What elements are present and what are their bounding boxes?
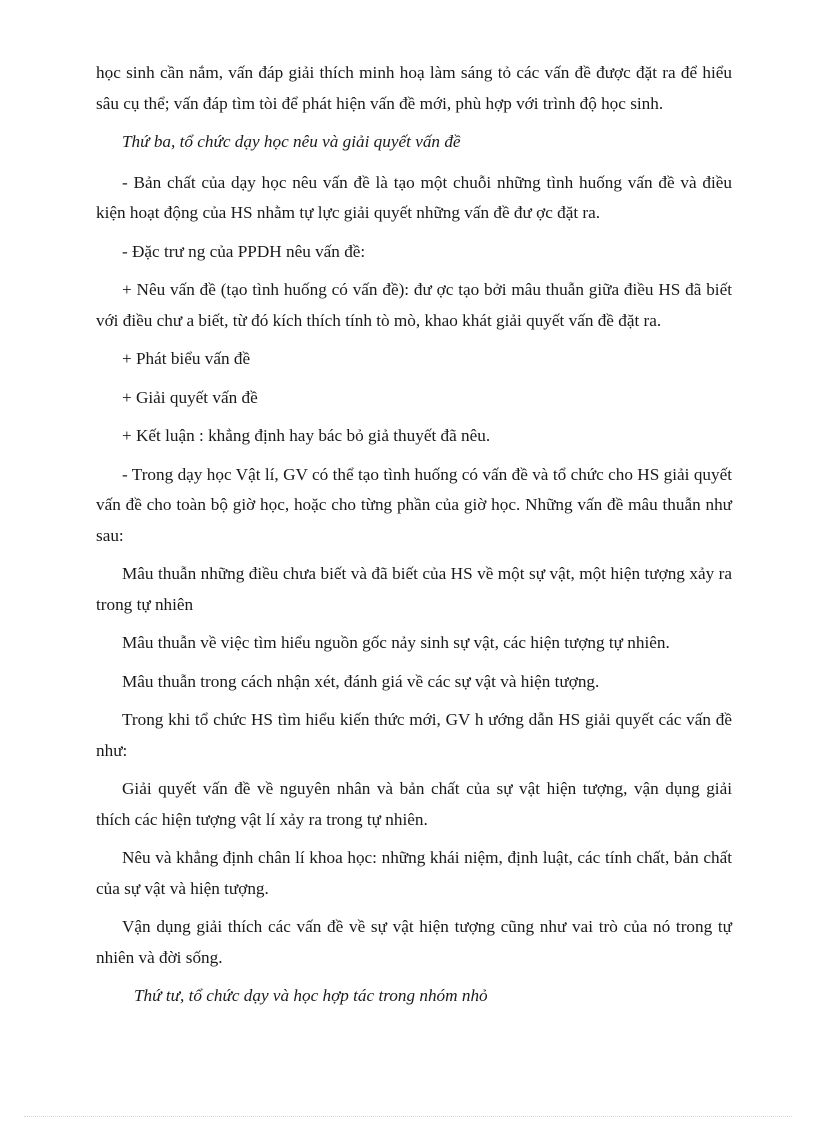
- paragraph-guiding-students: Trong khi tổ chức HS tìm hiểu kiến thức mới, GV h ướng dẫn HS giải quyết các vấn đề như:: [96, 710, 732, 760]
- paragraph-characteristics: - Đặc trư ng của PPDH nêu vấn đề:: [122, 241, 366, 261]
- section-heading-third: Thứ ba, tổ chức dạy học nêu và giải quyết vấn đề: [122, 132, 461, 151]
- paragraph-contradiction-known-unknown: Mâu thuẫn những điều chưa biết và đã biết của HS về một sự vật, một hiện tượng xảy ra trong tự nhiên: [96, 564, 732, 614]
- paragraph-physics-teaching: - Trong dạy học Vật lí, GV có thể tạo tình huống có vấn đề và tổ chức cho HS giải quyết vấn đề cho toàn bộ giờ học, hoặc cho từng phần của giờ học. Những vấn đề mâu thuẫn như sau:: [96, 464, 732, 545]
- paragraph-application: Vận dụng giải thích các vấn đề về sự vật hiện tượng cũng như vai trò của nó trong tự nhiên và đời sống.: [96, 917, 732, 967]
- document-page: [96, 58, 732, 1022]
- paragraph-contradiction-assessment: Mâu thuẫn trong cách nhận xét, đánh giá về các sự vật và hiện tượng.: [122, 671, 600, 691]
- list-item-raise-problem: + Nêu vấn đề (tạo tình huống có vấn đề): đư ợc tạo bởi mâu thuẫn giữa điều HS đã biết với điều chư a biết, từ đó kích thích tính tò mò, khao khát giải quyết vấn đề đặt ra.: [96, 280, 732, 330]
- page-bottom-rule: [24, 1116, 792, 1117]
- paragraph-scientific-truth: Nêu và khẳng định chân lí khoa học: những khái niệm, định luật, các tính chất, bản chất của sự vật và hiện tượng.: [96, 848, 732, 898]
- list-item-solve-problem: + Giải quyết vấn đề: [122, 387, 258, 407]
- paragraph-nature-of-method: - Bản chất của dạy học nêu vấn đề là tạo một chuỗi những tình huống vấn đề và điều kiện hoạt động của HS nhằm tự lực giải quyết những vấn đề đư ợc đặt ra.: [96, 172, 732, 222]
- paragraph-contradiction-origin: Mâu thuẫn về việc tìm hiểu nguồn gốc nảy sinh sự vật, các hiện tượng tự nhiên.: [122, 633, 670, 652]
- section-heading-fourth: Thứ tư, tổ chức dạy và học hợp tác trong nhóm nhỏ: [134, 986, 488, 1005]
- paragraph-intro-continuation: học sinh cần nắm, vấn đáp giải thích minh hoạ làm sáng tỏ các vấn đề được đặt ra để hiểu sâu cụ thể; vấn đáp tìm tòi để phát hiện vấn đề mới, phù hợp với trình độ học sinh.: [96, 63, 732, 113]
- list-item-conclusion: + Kết luận : khẳng định hay bác bỏ giả thuyết đã nêu.: [122, 426, 491, 445]
- paragraph-solve-causes: Giải quyết vấn đề về nguyên nhân và bản chất của sự vật hiện tượng, vận dụng giải thích các hiện tượng vật lí xảy ra trong tự nhiên.: [96, 779, 732, 829]
- list-item-state-problem: + Phát biểu vấn đề: [122, 349, 251, 368]
